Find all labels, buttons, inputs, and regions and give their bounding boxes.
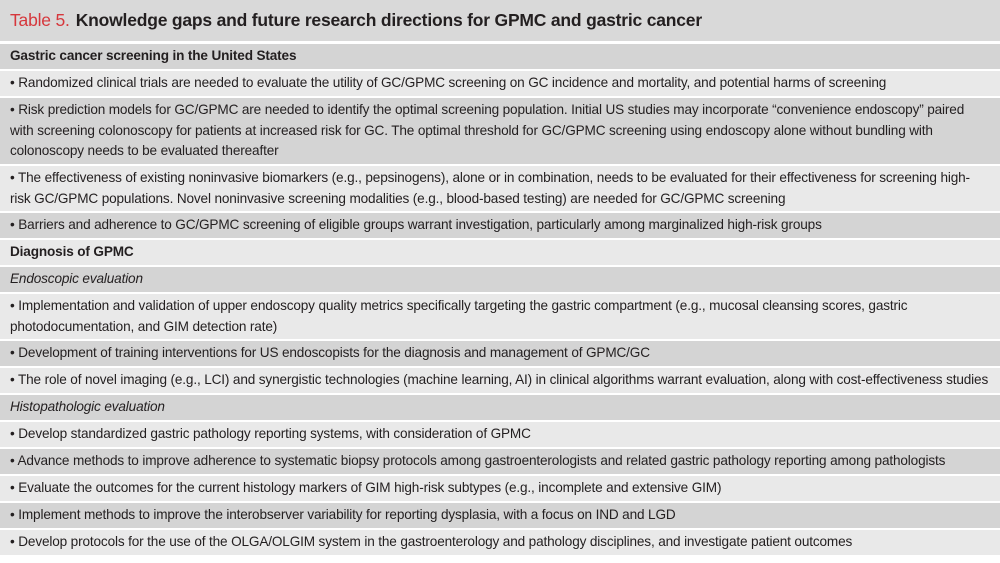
table-row bbox=[0, 449, 1000, 476]
row-text: • Develop standardized gastric pathology reporting systems, with consideration of GPMC bbox=[10, 426, 531, 442]
table-row bbox=[0, 368, 1000, 395]
table-row bbox=[0, 71, 1000, 98]
subsection-header-histopathologic bbox=[0, 395, 1000, 422]
row-text: • The role of novel imaging (e.g., LCI) and synergistic technologies (machine learning, AI) in clinical algorithms warrant evaluation, along with cost-effectiveness studies bbox=[10, 372, 989, 388]
table-row bbox=[0, 530, 1000, 557]
table-row bbox=[0, 476, 1000, 503]
section-header-diagnosis bbox=[0, 240, 1000, 267]
row-text: • Implement methods to improve the interobserver variability for reporting dysplasia, with a focus on IND and LGD bbox=[10, 507, 676, 523]
table-row bbox=[0, 213, 1000, 240]
subsection-header-text: Histopathologic evaluation bbox=[10, 399, 165, 415]
row-text: • Development of training interventions for US endoscopists for the diagnosis and management of GPMC/GC bbox=[10, 345, 650, 361]
row-text: • Barriers and adherence to GC/GPMC screening of eligible groups warrant investigation, particularly among marginalized high-risk groups bbox=[10, 217, 822, 233]
row-text: • Develop protocols for the use of the OLGA/OLGIM system in the gastroenterology and pathology disciplines, and investigate patient outcomes bbox=[10, 534, 853, 550]
section-header-text: Gastric cancer screening in the United States bbox=[10, 48, 297, 64]
subsection-header-endoscopic bbox=[0, 267, 1000, 294]
row-text: • Evaluate the outcomes for the current histology markers of GIM high-risk subtypes (e.g., incomplete and extensive GIM) bbox=[10, 480, 722, 496]
table-row bbox=[0, 166, 1000, 213]
table-row bbox=[0, 294, 1000, 341]
table-row bbox=[0, 422, 1000, 449]
section-header-text: Diagnosis of GPMC bbox=[10, 244, 134, 260]
section-header-screening bbox=[0, 44, 1000, 71]
row-text: • Risk prediction models for GC/GPMC are needed to identify the optimal screening population. Initial US studies may incorporate “convenience endoscopy” paired with screening colonoscopy for patients at increased risk for GC. The optimal threshold for GC/GPMC screening using endoscopy alone without bundling with colonoscopy needs to be evaluated thereafter bbox=[10, 102, 965, 159]
table-title: Knowledge gaps and future research directions for GPMC and gastric cancer bbox=[75, 10, 702, 30]
row-text: • The effectiveness of existing noninvasive biomarkers (e.g., pepsinogens), alone or in combination, needs to be evaluated for their effectiveness for screening high-risk GC/GPMC populations. Novel noninvasive screening modalities (e.g., blood-based testing) are needed for GC/GPMC screening bbox=[10, 170, 970, 206]
subsection-header-text: Endoscopic evaluation bbox=[10, 271, 143, 287]
table-caption bbox=[0, 0, 1000, 44]
table-row bbox=[0, 341, 1000, 368]
row-text: • Implementation and validation of upper endoscopy quality metrics specifically targeting the gastric compartment (e.g., mucosal cleansing scores, gastric photodocumentation, and GIM detection rate) bbox=[10, 298, 908, 334]
row-text: • Randomized clinical trials are needed to evaluate the utility of GC/GPMC screening on GC incidence and mortality, and potential harms of screening bbox=[10, 75, 887, 91]
table-row bbox=[0, 503, 1000, 530]
row-text: • Advance methods to improve adherence to systematic biopsy protocols among gastroenterologists and related gastric pathology reporting among pathologists bbox=[10, 453, 946, 469]
table-row bbox=[0, 98, 1000, 166]
table-label: Table 5. bbox=[10, 10, 70, 30]
